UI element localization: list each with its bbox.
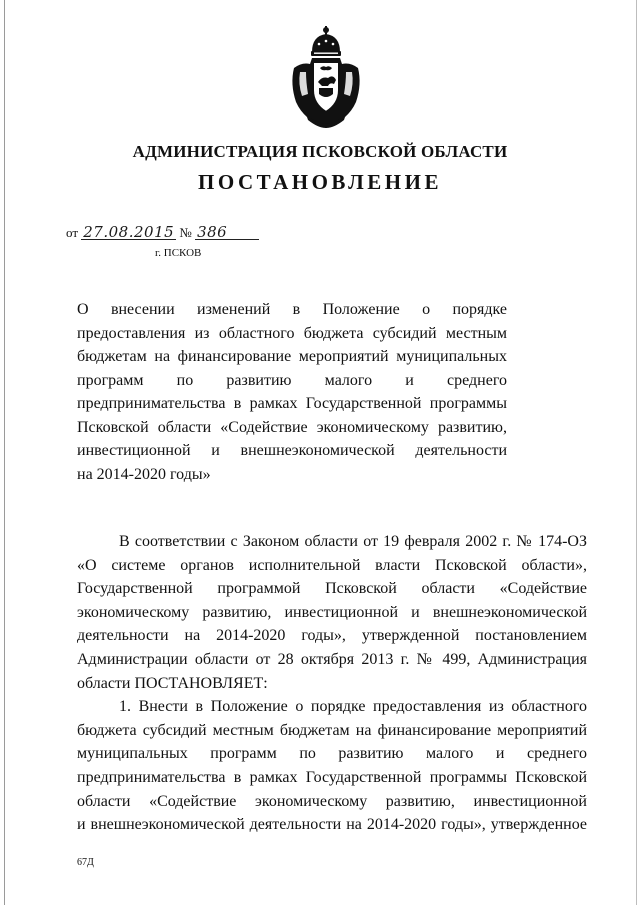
organization-name: АДМИНИСТРАЦИЯ ПСКОВСКОЙ ОБЛАСТИ <box>132 142 508 161</box>
body-line: Государственной программой Псковской области «Содействие <box>77 580 587 598</box>
date-handwritten: 27.08.2015 <box>83 223 175 241</box>
body-line: области ПОСТАНОВЛЯЕТ: <box>77 674 268 692</box>
number-handwritten: 386 <box>195 226 259 240</box>
dateline <box>66 225 259 241</box>
body-line: предпринимательства в рамках Государственной программы Псковской <box>77 768 587 786</box>
body-line: деятельности на 2014-2020 годы», утвержденной постановлением <box>77 627 587 645</box>
number-sign: № <box>179 225 192 240</box>
document-body <box>77 530 587 837</box>
body-line: муниципальных программ по развитию малого и среднего <box>77 745 587 763</box>
title-line: инвестиционной и внешнеэкономической деятельности <box>77 442 507 459</box>
scan-edge-left <box>4 0 5 905</box>
body-line: области «Содействие экономическому развитию, инвестиционной <box>77 792 587 810</box>
body-line: Администрации области от 28 октября 2013 г. № 499, Администрация <box>77 650 587 668</box>
document-type: ПОСТАНОВЛЕНИЕ <box>198 170 442 194</box>
body-line: бюджета субсидий местным бюджетам на финансирование мероприятий <box>77 721 587 739</box>
title-line: предоставления из областного бюджета субсидий местным <box>77 324 507 342</box>
pskov-coat-of-arms-icon <box>286 24 366 132</box>
body-line: В соответствии с Законом области от 19 февраля 2002 г. № 174-ОЗ <box>119 533 587 550</box>
title-line: предпринимательства в рамках Государственной программы <box>77 395 507 412</box>
document-title <box>77 298 507 486</box>
scan-edge-right <box>636 0 637 905</box>
title-line: бюджетам на финансирование мероприятий муниципальных <box>77 348 507 365</box>
title-line: О внесении изменений в Положение о порядке <box>77 301 507 318</box>
footer-code: 67Д <box>77 857 94 868</box>
date-prefix: от <box>66 225 79 240</box>
title-line: на 2014-2020 годы» <box>77 465 211 483</box>
city: г. ПСКОВ <box>155 247 202 259</box>
title-line: Псковской области «Содействие экономическому развитию, <box>77 418 507 436</box>
body-line: и внешнеэкономической деятельности на 2014-2020 годы», утвержденное <box>77 816 587 834</box>
title-line: программ по развитию малого и среднего <box>77 371 507 389</box>
body-line: 1. Внести в Положение о порядке предоставления из областного <box>119 698 587 716</box>
body-line: экономическому развитию, инвестиционной и внешнеэкономической <box>77 603 587 621</box>
body-line: «О системе органов исполнительной власти Псковской области», <box>77 556 587 574</box>
